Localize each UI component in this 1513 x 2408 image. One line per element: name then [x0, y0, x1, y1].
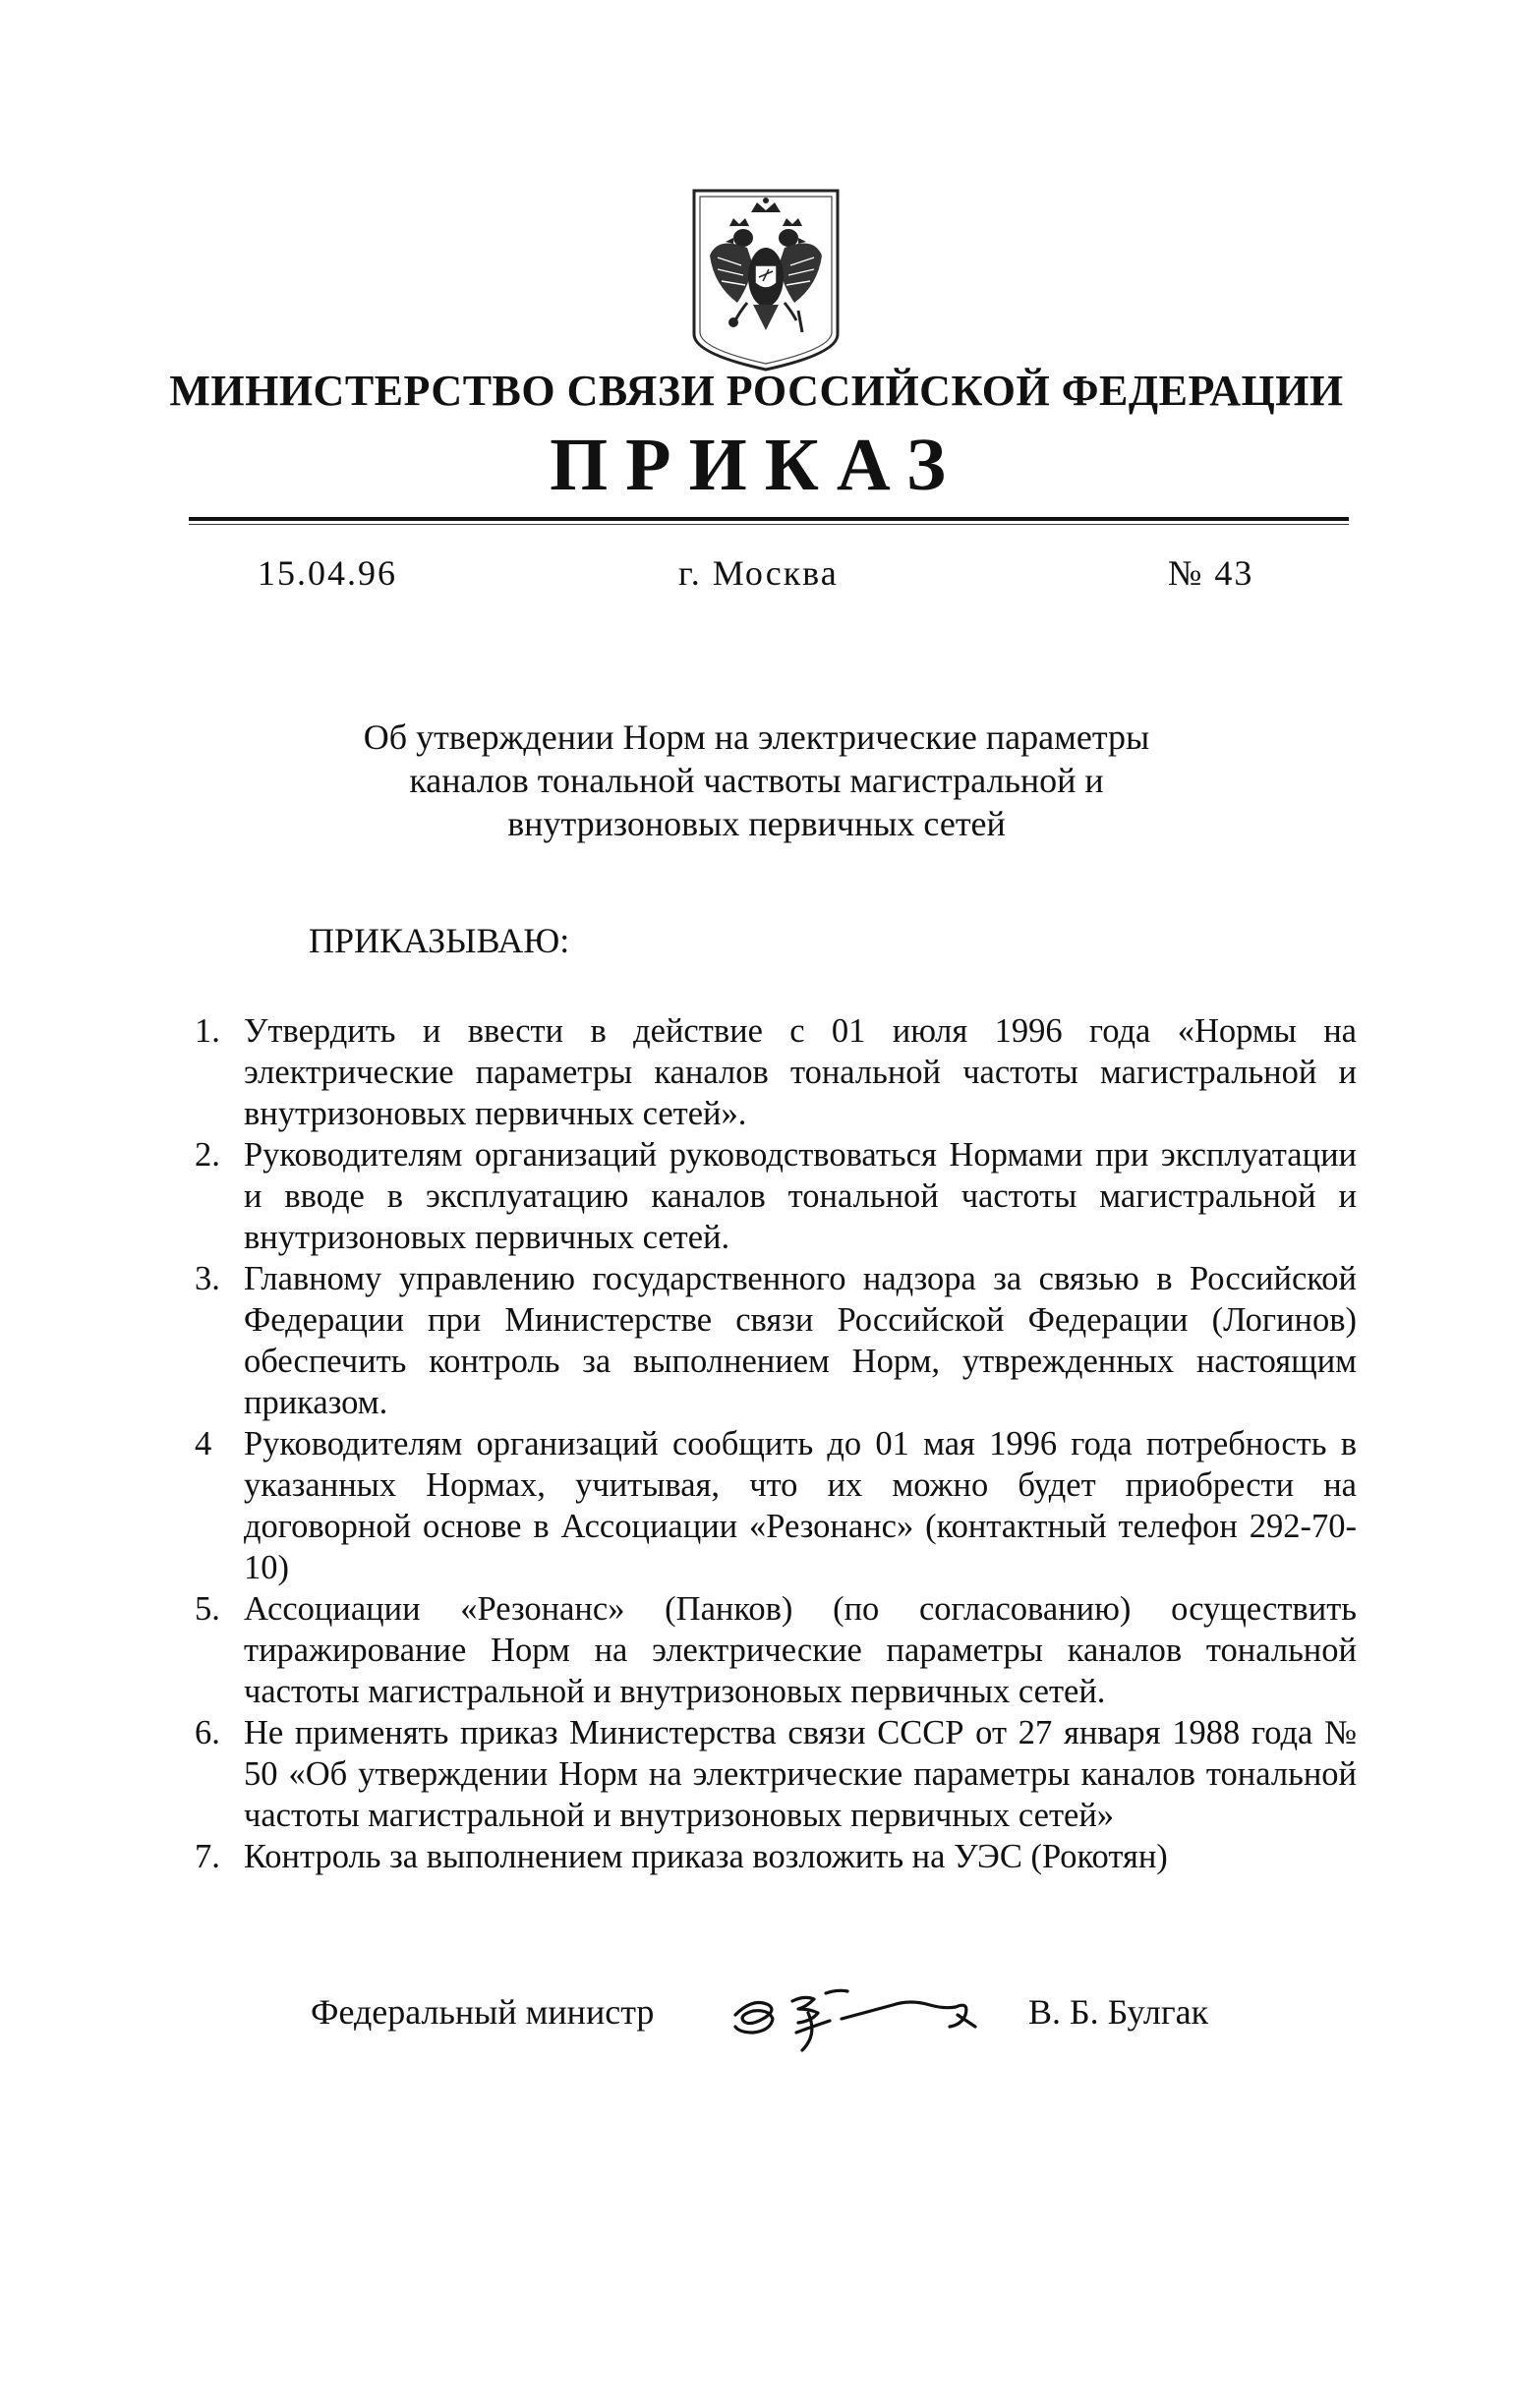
subject-line: внутризоновых первичных сетей [507, 804, 1006, 843]
list-item [195, 1423, 1357, 1588]
item-number: 1. [195, 1012, 220, 1050]
header-divider [189, 517, 1349, 521]
signatory-name: В. Б. Булгак [1028, 1992, 1209, 2032]
item-text: Главному управлению государственного надзора за связью в Российской Федерации при Министерстве связи Российской Федерации (Логинов) обеспечить контроль за выполнением Норм, утврежденных настоящим приказом. [244, 1260, 1357, 1421]
order-date: 15.04.96 [258, 553, 397, 593]
item-text: Руководителям организаций руководствоваться Нормами при эксплуатации и вводе в эксплуатацию каналов тональной частоты магистральной и внутризоновых первичных сетей. [244, 1136, 1357, 1256]
item-number: 6. [195, 1714, 220, 1751]
double-headed-eagle-emblem-icon [688, 187, 844, 373]
header-divider-thin [189, 524, 1349, 525]
signature-block [311, 1985, 1294, 2044]
document-type-title: ПРИКАЗ [550, 424, 963, 506]
ministry-name: МИНИСТЕРСТВО СВЯЗИ РОССИЙСКОЙ ФЕДЕРАЦИИ [169, 367, 1344, 415]
item-text: Не применять приказ Министерства связи СССР от 27 января 1988 года № 50 «Об утверждении Норм на электрические параметры каналов тональной частоты магистральной и внутризоновых первичных сетей» [244, 1714, 1357, 1834]
list-item [195, 1712, 1357, 1836]
item-number: 4 [195, 1425, 212, 1462]
order-city: г. Москва [678, 553, 839, 593]
signatory-title: Федеральный министр [311, 1992, 655, 2032]
list-item [195, 1588, 1357, 1712]
item-number: 5. [195, 1590, 220, 1628]
order-items-list [195, 1010, 1357, 1877]
subject-line: каналов тональной частвоты магистральной и [409, 761, 1104, 800]
list-item [195, 1258, 1357, 1423]
item-number: 3. [195, 1260, 220, 1297]
list-item [195, 1836, 1357, 1877]
order-number: № 43 [1168, 553, 1254, 593]
item-text: Ассоциации «Резонанс» (Панков) (по согласованию) осуществить тиражирование Норм на электрические параметры каналов тональной частоты магистральной и внутризоновых первичных сетей. [244, 1590, 1357, 1710]
list-item [195, 1134, 1357, 1258]
order-directive-heading: ПРИКАЗЫВАЮ: [309, 921, 570, 960]
list-item [195, 1010, 1357, 1134]
item-text: Контроль за выполнением приказа возложить на УЭС (Рокотян) [244, 1838, 1168, 1875]
subject-line: Об утверждении Норм на электрические параметры [363, 717, 1150, 757]
handwritten-signature-icon [724, 1976, 989, 2054]
order-subject [0, 716, 1513, 845]
item-text: Руководителям организаций сообщить до 01 мая 1996 года потребность в указанных Нормах, учитывая, что их можно будет приобрести на договорной основе в Ассоциации «Резонанс» (контактный телефон 292-70-10) [244, 1425, 1357, 1586]
item-number: 7. [195, 1838, 220, 1875]
item-number: 2. [195, 1136, 220, 1174]
item-text: Утвердить и ввести в действие с 01 июля 1996 года «Нормы на электрические параметры каналов тональной частоты магистральной и внутризоновых первичных сетей». [244, 1012, 1357, 1132]
